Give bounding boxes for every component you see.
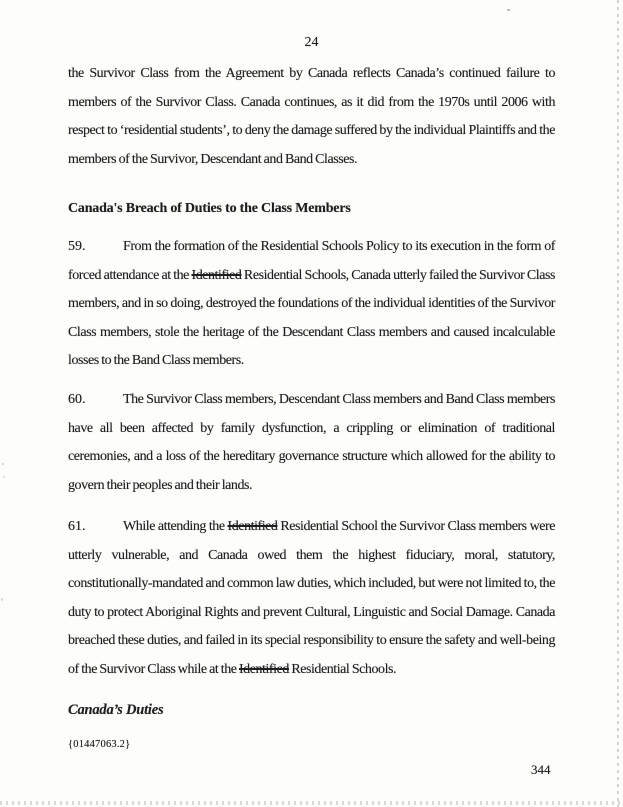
paragraph-number: 60. xyxy=(68,392,86,407)
scan-edge-artifact-right xyxy=(617,0,619,807)
struck-word: Identified xyxy=(191,267,242,283)
scan-speck xyxy=(507,9,510,11)
paragraph-59 xyxy=(68,233,555,376)
scan-edge-artifact-bottom xyxy=(0,801,623,805)
scan-speck xyxy=(510,461,513,463)
intro-paragraph xyxy=(68,60,555,174)
paragraph-number: 61. xyxy=(68,519,86,534)
struck-word: Identified xyxy=(238,661,289,677)
paragraph-text xyxy=(68,519,555,677)
text-segment: Residential School the Survivor Class members were utterly vulnerable, and Canada owed them the highest fiduciary, moral, statutory, constitutionally-mandated and common law duties, which included, but were not limited to, the duty to protect Aboriginal Rights and prevent Cultural, Linguistic and Social Damage. Canada breached these duties, and failed in its special responsibility to ensure the safety and well-being of the Survivor Class while at the xyxy=(68,519,556,677)
text-segment: The Survivor Class members, Descendant Class members and Band Class members have all been affected by family dysfunction, a crippling or elimination of traditional ceremonies, and a loss of the hereditary governance structure which allowed for the ability to govern their peoples and their lands. xyxy=(68,392,555,493)
closing-heading: Canada’s Duties xyxy=(68,702,164,718)
paragraph-60 xyxy=(68,386,555,500)
text-segment: the Survivor Class from the Agreement by Canada reflects Canada’s continued failure to members of the Survivor Class. Canada continues, as it did from the 1970s until 2006 with respect to ‘residential students’, to deny the damage suffered by the individual Plaintiffs and the members of the Survivor, Descendant and Band Classes. xyxy=(68,66,555,167)
document-reference-number: {01447063.2} xyxy=(68,739,131,750)
text-segment: While attending the xyxy=(123,519,228,534)
paragraph-61 xyxy=(68,513,555,685)
scan-speck xyxy=(2,463,4,465)
scan-speck xyxy=(1,598,3,601)
section-heading: Canada's Breach of Duties to the Class Members xyxy=(68,201,351,216)
paragraph-text xyxy=(68,239,555,368)
paragraph-text xyxy=(68,392,555,493)
text-segment: From the formation of the Residential Schools Policy to its execution in the form of forced attendance at the xyxy=(68,239,555,283)
struck-word: Identified xyxy=(227,519,278,534)
text-segment: Residential Schools, Canada utterly failed the Survivor Class members, and in so doing, destroyed the foundations of the individual identities of the Survivor Class members, stole the heritage of the Descendant Class members and caused incalculable losses to the Band Class members. xyxy=(68,267,555,369)
page-number-bottom: 344 xyxy=(531,762,551,777)
text-segment: Residential Schools. xyxy=(288,661,397,677)
scan-speck xyxy=(3,476,5,478)
paragraph-number: 59. xyxy=(68,239,86,254)
page-number-top: 24 xyxy=(304,35,319,50)
